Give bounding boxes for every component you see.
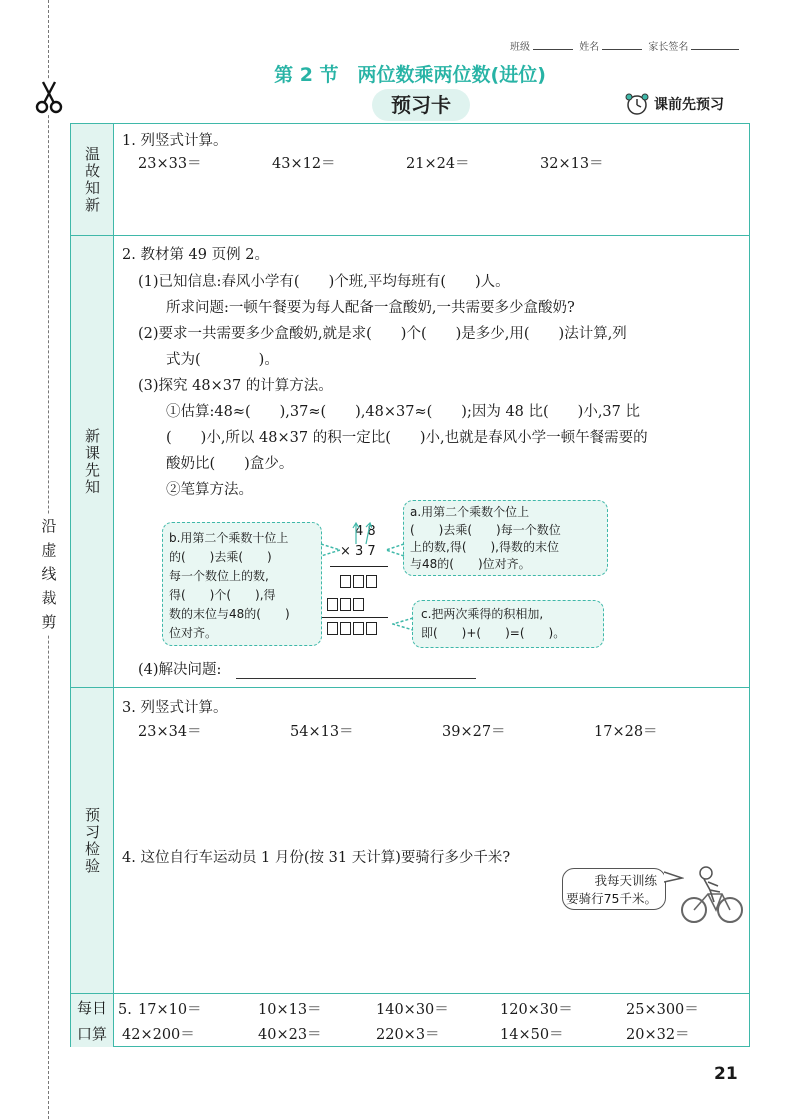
daily-label-2: 口算 bbox=[76, 1024, 107, 1043]
card-title-badge bbox=[372, 89, 470, 121]
speech-bubble bbox=[562, 868, 666, 910]
callout-c-line: 即( )+( )=( )。 bbox=[421, 626, 566, 640]
callout-c bbox=[412, 600, 604, 648]
q3-item: 39×27＝ bbox=[442, 724, 506, 740]
q3-item: 23×34＝ bbox=[138, 724, 202, 740]
answer-box[interactable] bbox=[353, 622, 364, 635]
side-label-daily bbox=[71, 994, 113, 1047]
answer-box[interactable] bbox=[327, 598, 338, 611]
callout-b-line: b.用第二个乘数十位上 bbox=[169, 531, 289, 545]
answer-box[interactable] bbox=[353, 575, 364, 588]
alarm-clock-icon bbox=[624, 92, 650, 116]
section-title: 第 2 节 两位数乘两位数(进位) bbox=[274, 64, 546, 86]
row-divider-2 bbox=[71, 687, 749, 688]
speech-line-2: 要骑行75千米。 bbox=[566, 891, 657, 906]
q1-title: 1. 列竖式计算。 bbox=[122, 133, 228, 149]
q4-title: 4. 这位自行车运动员 1 月份(按 31 天计算)要骑行多少千米? bbox=[122, 850, 511, 866]
q2-part4-solve: (4)解决问题: bbox=[138, 662, 222, 678]
cyclist-illustration bbox=[678, 864, 746, 926]
answer-box[interactable] bbox=[366, 575, 377, 588]
answer-box[interactable] bbox=[340, 575, 351, 588]
callout-b-line: 位对齐。 bbox=[169, 626, 218, 640]
callout-b-line: 的( )去乘( ) bbox=[169, 550, 272, 564]
side-label-review: 温故知新 bbox=[71, 124, 113, 235]
calc-arrows bbox=[352, 520, 372, 548]
daily-label-1: 每日 bbox=[76, 998, 107, 1017]
answer-box[interactable] bbox=[353, 598, 364, 611]
callout-b-line: 得( )个( ),得 bbox=[169, 588, 276, 602]
callout-a-pointer bbox=[385, 540, 405, 560]
class-label: 班级 bbox=[510, 42, 530, 53]
q5-item: 120×30＝ bbox=[500, 1002, 573, 1018]
calc-multiplier: × 3 7 bbox=[340, 544, 376, 559]
row-divider-3 bbox=[71, 993, 749, 994]
q2-part3-title: (3)探究 48×37 的计算方法。 bbox=[138, 378, 333, 394]
q5-item: 220×3＝ bbox=[376, 1027, 440, 1043]
name-blank[interactable] bbox=[602, 49, 642, 50]
cut-label: 沿虚线裁剪 bbox=[38, 514, 60, 634]
card-title: 预习卡 bbox=[372, 89, 470, 121]
callout-a-line: 与48的( )位对齐。 bbox=[410, 557, 531, 571]
q2-part1-question: 所求问题:一顿午餐要为每人配备一盒酸奶,一共需要多少盒酸奶? bbox=[166, 300, 575, 316]
student-info-fields bbox=[510, 38, 760, 53]
q5-label: 5. bbox=[118, 1002, 132, 1018]
preview-tag-label: 课前先预习 bbox=[654, 97, 724, 113]
calc-rule-1 bbox=[330, 566, 388, 567]
callout-a-line: a.用第二个乘数个位上 bbox=[410, 505, 530, 519]
side-label-new-lesson: 新课先知 bbox=[71, 236, 113, 687]
q5-item: 42×200＝ bbox=[122, 1027, 195, 1043]
parent-signature-label: 家长签名 bbox=[648, 42, 689, 53]
callout-b-line: 数的末位与48的( ) bbox=[169, 607, 290, 621]
q5-item: 40×23＝ bbox=[258, 1027, 322, 1043]
preview-tag bbox=[624, 92, 724, 116]
q2-part2-line2: 式为( )。 bbox=[166, 352, 279, 368]
q5-item: 140×30＝ bbox=[376, 1002, 449, 1018]
q1-item: 21×24＝ bbox=[406, 156, 470, 172]
q2-part1-known: (1)已知信息:春风小学有( )个班,平均每班有( )人。 bbox=[138, 274, 510, 290]
q2-part2-line1: (2)要求一共需要多少盒酸奶,就是求( )个( )是多少,用( )法计算,列 bbox=[138, 326, 627, 342]
speech-line-1: 我每天训练 bbox=[594, 873, 657, 888]
q1-item: 43×12＝ bbox=[272, 156, 336, 172]
signature-blank[interactable] bbox=[691, 49, 739, 50]
callout-c-line: c.把两次乘得的积相加, bbox=[421, 607, 544, 621]
answer-box[interactable] bbox=[340, 598, 351, 611]
q1-item: 23×33＝ bbox=[138, 156, 202, 172]
q5-item: 14×50＝ bbox=[500, 1027, 564, 1043]
q5-item: 10×13＝ bbox=[258, 1002, 322, 1018]
callout-a-line: ( )去乘( )每一个数位 bbox=[410, 523, 561, 537]
callout-a bbox=[403, 500, 608, 576]
name-label: 姓名 bbox=[579, 42, 600, 53]
q2-estimate-line3: 酸奶比( )盒少。 bbox=[166, 456, 294, 472]
q5-item: 20×32＝ bbox=[626, 1027, 690, 1043]
callout-b-line: 每一个数位上的数, bbox=[169, 569, 269, 583]
answer-box[interactable] bbox=[327, 622, 338, 635]
callout-a-line: 上的数,得( ),得数的末位 bbox=[410, 540, 559, 554]
answer-line[interactable] bbox=[236, 678, 476, 679]
callout-b bbox=[162, 522, 322, 646]
q2-estimate-line1: ①估算:48≈( ),37≈( ),48×37≈( );因为 48 比( )小,37 比 bbox=[166, 404, 640, 420]
answer-box[interactable] bbox=[366, 622, 377, 635]
q3-title: 3. 列竖式计算。 bbox=[122, 700, 228, 716]
q2-estimate-line2: ( )小,所以 48×37 的积一定比( )小,也就是春风小学一顿午餐需要的 bbox=[166, 430, 648, 446]
callout-c-pointer bbox=[392, 614, 414, 634]
q2-title: 2. 教材第 49 页例 2。 bbox=[122, 247, 269, 263]
side-label-check: 预习检验 bbox=[71, 688, 113, 993]
answer-box[interactable] bbox=[340, 622, 351, 635]
q3-item: 17×28＝ bbox=[594, 724, 658, 740]
q3-item: 54×13＝ bbox=[290, 724, 354, 740]
q2-written-method: ②笔算方法。 bbox=[166, 482, 253, 498]
calc-multiplicand: 4 8 bbox=[355, 524, 376, 539]
q1-item: 32×13＝ bbox=[540, 156, 604, 172]
q5-item: 25×300＝ bbox=[626, 1002, 699, 1018]
q5-item: 17×10＝ bbox=[138, 1002, 202, 1018]
column-divider bbox=[113, 124, 114, 1046]
page-number: 21 bbox=[714, 1064, 738, 1084]
class-blank[interactable] bbox=[533, 49, 573, 50]
calc-rule-2 bbox=[322, 617, 388, 618]
row-divider-1 bbox=[71, 235, 749, 236]
